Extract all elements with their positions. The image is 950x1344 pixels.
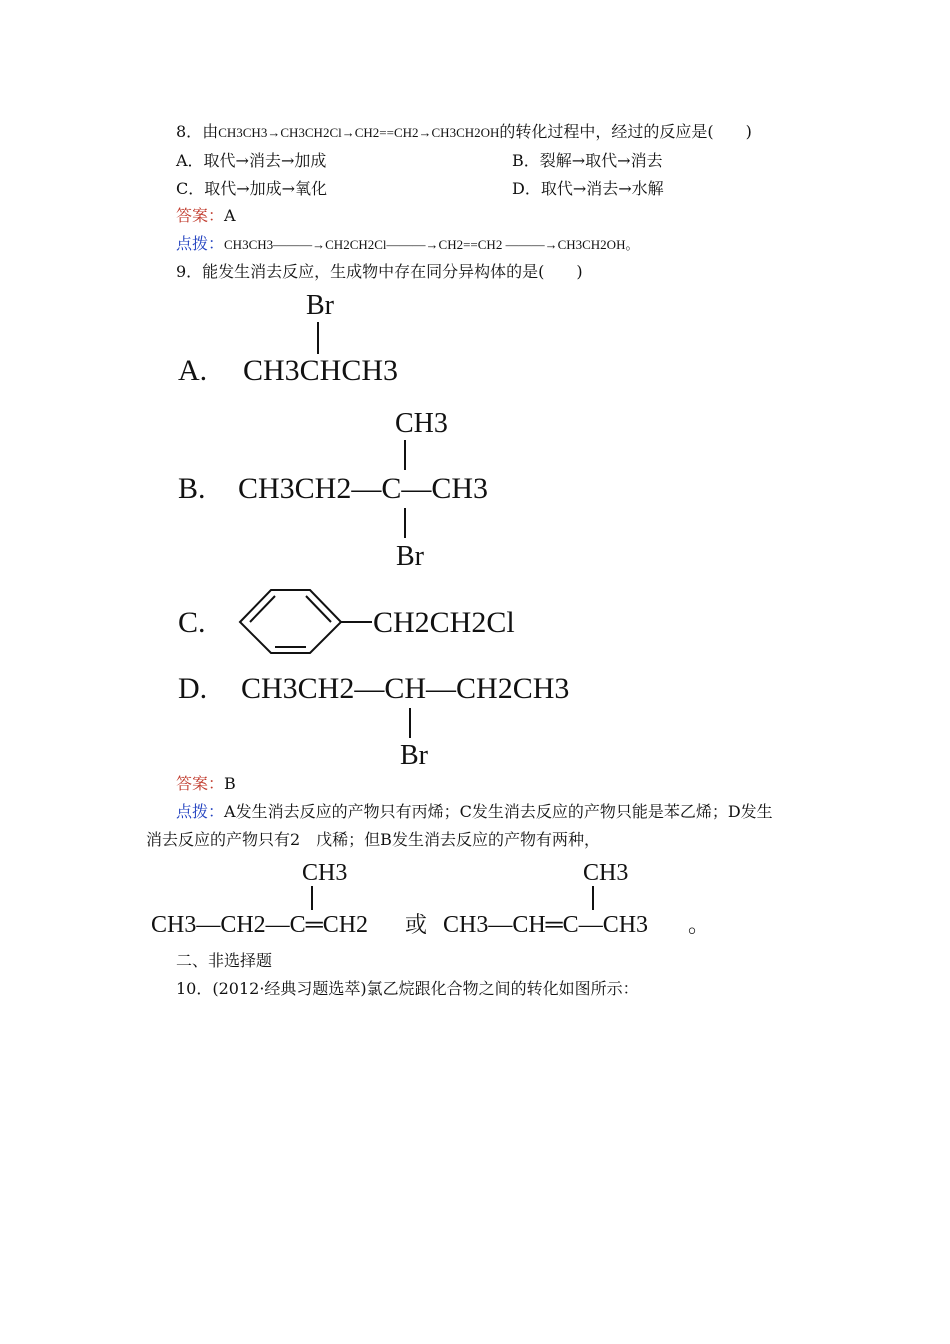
q9-answer	[176, 774, 236, 794]
q9-hint-line2: 消去反应的产物只有2 戊稀；但B发生消去反应的产物有两种，	[146, 830, 600, 849]
opt-b-letter: B.	[178, 472, 206, 505]
q8-chain: CH3CH3→CH3CH2Cl→CH2==CH2→CH3CH2OH	[218, 125, 500, 140]
q8-option-b: B．裂解→取代→消去	[512, 151, 663, 170]
q8-answer-label: 答案：	[176, 206, 225, 225]
product2-formula: CH3—CH═C—CH3	[443, 912, 649, 938]
q8-option-d: D．取代→消去→水解	[512, 179, 664, 198]
opt-c-letter: C.	[178, 606, 206, 639]
product1-formula: CH3—CH2—C═CH2	[151, 912, 369, 938]
q8-stem-prefix: 由	[202, 122, 219, 141]
q8-hint-label: 点拨：	[176, 234, 225, 253]
opt-a-formula: CH3CHCH3	[243, 354, 399, 387]
product2-ch3: CH3	[583, 860, 629, 886]
q8-option-c: C．取代→加成→氧化	[176, 179, 328, 198]
q8-hint	[176, 234, 638, 255]
q9-answer-label: 答案：	[176, 774, 225, 793]
q9-hint-label: 点拨：	[176, 802, 225, 821]
opt-d-br: Br	[400, 740, 428, 771]
opt-a-br: Br	[306, 290, 334, 321]
q8-answer-value: A	[224, 206, 236, 225]
q8-stem	[176, 122, 752, 143]
q8-hint-text: CH3CH3———→CH2CH2Cl———→CH2==CH2 ———→CH3CH2OH。	[224, 237, 639, 252]
q9-answer-value: B	[224, 774, 236, 793]
q9-hint-line1	[176, 802, 773, 822]
benzene-outer	[240, 590, 341, 653]
opt-b-formula: CH3CH2—C—CH3	[238, 472, 489, 505]
q8-answer	[176, 206, 236, 226]
opt-b-ch3-top: CH3	[395, 408, 448, 439]
opt-c-formula: CH2CH2Cl	[373, 606, 515, 639]
q9-hint-text1: A发生消去反应的产物只有丙烯；C发生消去反应的产物只能是苯乙烯；D发生	[224, 802, 773, 821]
benzene-ring	[240, 590, 341, 653]
q10-stem: 10．(2012·经典习题选萃)氯乙烷跟化合物之间的转化如图所示：	[176, 979, 639, 998]
opt-d-formula: CH3CH2—CH—CH2CH3	[241, 672, 570, 705]
end-mark: 。	[688, 912, 711, 937]
q9-structures	[0, 280, 950, 780]
q8-stem-suffix: 的转化过程中，经过的反应是( )	[499, 122, 752, 141]
q9-stem: 9．能发生消去反应，生成物中存在同分异构体的是( )	[176, 262, 583, 281]
q9-products	[0, 852, 950, 942]
q8-option-a: A．取代→消去→加成	[176, 151, 327, 170]
product1-ch3: CH3	[302, 860, 348, 886]
opt-b-br: Br	[396, 541, 424, 572]
opt-d-letter: D.	[178, 672, 208, 705]
opt-a-letter: A.	[178, 354, 208, 387]
q8-number: 8．	[176, 122, 203, 141]
connector-or: 或	[405, 912, 428, 937]
section-title: 二、非选择题	[176, 951, 273, 970]
